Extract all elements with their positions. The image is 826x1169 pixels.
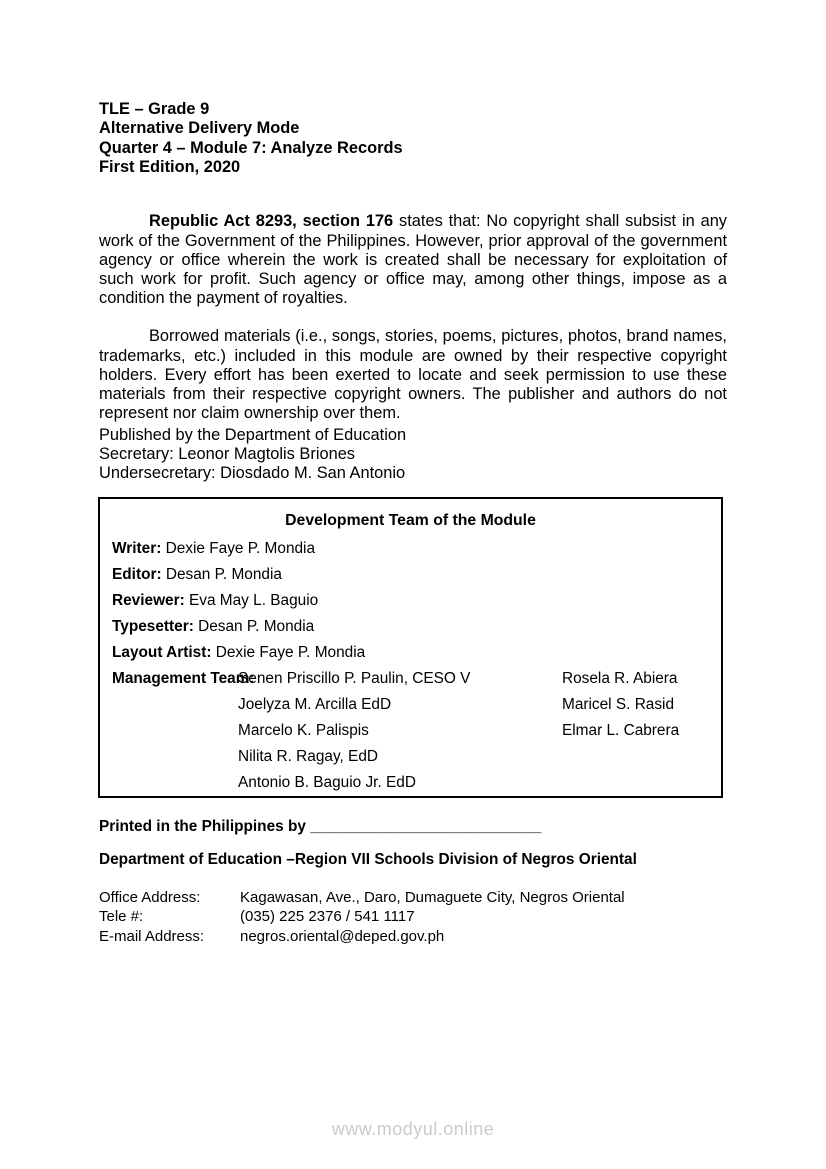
telephone-value: (035) 225 2376 / 541 1117 bbox=[240, 908, 415, 926]
office-address-row bbox=[99, 888, 625, 907]
management-member: Senen Priscillo P. Paulin, CESO V bbox=[238, 670, 471, 687]
watermark: www.modyul.online bbox=[331, 1119, 495, 1139]
reviewer-row bbox=[112, 588, 709, 614]
layout-artist-row bbox=[112, 640, 709, 666]
email-row bbox=[99, 927, 625, 946]
office-address-value: Kagawasan, Ave., Daro, Dumaguete City, Negros Oriental bbox=[240, 889, 625, 906]
layout-artist-label: Layout Artist: bbox=[112, 644, 212, 661]
module-header bbox=[99, 100, 403, 177]
management-member: Nilita R. Ragay, EdD bbox=[238, 748, 378, 765]
header-line-module: Quarter 4 – Module 7: Analyze Records bbox=[99, 138, 403, 157]
reviewer-value: Eva May L. Baguio bbox=[189, 592, 319, 609]
republic-act-bold: Republic Act 8293, section 176 bbox=[149, 212, 394, 231]
contact-block bbox=[99, 888, 625, 946]
published-by-line: Published by the Department of Education bbox=[99, 426, 407, 444]
publisher-block bbox=[99, 426, 406, 484]
editor-value: Desan P. Mondia bbox=[165, 566, 282, 583]
office-address-label: Office Address: bbox=[99, 889, 201, 906]
header-line-mode: Alternative Delivery Mode bbox=[99, 119, 300, 138]
secretary-line: Secretary: Leonor Magtolis Briones bbox=[99, 445, 355, 464]
management-team-column-2 bbox=[562, 666, 709, 796]
management-member: Maricel S. Rasid bbox=[562, 696, 675, 713]
copyright-paragraph-2: Borrowed materials (i.e., songs, stories, poems, pictures, photos, brand names, trademarks, etc.) included in this module are owned by their respective copyright holders. Every effort has been exerted to locate and seek permission to use these materials from their respective copyright owners. The publisher and authors do not represent nor claim ownership over them. bbox=[99, 327, 727, 423]
writer-value: Dexie Faye P. Mondia bbox=[165, 540, 316, 557]
header-line-edition: First Edition, 2020 bbox=[99, 157, 241, 176]
management-member: Rosela R. Abiera bbox=[562, 670, 678, 687]
management-member: Antonio B. Baguio Jr. EdD bbox=[238, 774, 416, 791]
typesetter-label: Typesetter: bbox=[112, 618, 194, 635]
editor-row bbox=[112, 562, 709, 588]
editor-label: Editor: bbox=[112, 566, 162, 583]
telephone-label: Tele #: bbox=[99, 908, 144, 926]
management-member: Joelyza M. Arcilla EdD bbox=[238, 696, 392, 713]
development-team-title: Development Team of the Module bbox=[285, 512, 536, 529]
schools-division-line: Department of Education –Region VII Schools Division of Negros Oriental bbox=[99, 851, 637, 868]
undersecretary-line: Undersecretary: Diosdado M. San Antonio bbox=[99, 464, 406, 483]
copyright-paragraph-1 bbox=[99, 212, 727, 308]
header-line-title: TLE – Grade 9 bbox=[99, 100, 210, 118]
management-member: Elmar L. Cabrera bbox=[562, 722, 680, 739]
management-team-column-1 bbox=[238, 666, 562, 796]
printed-by-blank: ___________________________ bbox=[310, 818, 542, 835]
development-team-box bbox=[98, 497, 723, 798]
telephone-row bbox=[99, 907, 625, 926]
republic-act-rest: states that: No copyright shall subsist in any work of the Government of the Philippines. However, prior approval of the government agency or office wherein the work is created shall be necessary for exploitation of such work for profit. Such agency or office may, among other things, impose as a condition the payment of royalties. bbox=[99, 212, 728, 308]
typesetter-value: Desan P. Mondia bbox=[198, 618, 315, 635]
email-label: E-mail Address: bbox=[99, 927, 205, 945]
management-member: Marcelo K. Palispis bbox=[238, 722, 369, 739]
printed-in-philippines-line bbox=[99, 818, 541, 836]
management-team-label: Management Team: bbox=[112, 670, 255, 687]
typesetter-row bbox=[112, 614, 709, 640]
management-team-section bbox=[112, 666, 709, 796]
printed-by-label: Printed in the Philippines by bbox=[99, 818, 311, 835]
layout-artist-value: Dexie Faye P. Mondia bbox=[215, 644, 366, 661]
email-value: negros.oriental@deped.gov.ph bbox=[240, 927, 445, 945]
writer-label: Writer: bbox=[112, 540, 162, 557]
writer-row bbox=[112, 536, 709, 562]
reviewer-label: Reviewer: bbox=[112, 592, 185, 609]
